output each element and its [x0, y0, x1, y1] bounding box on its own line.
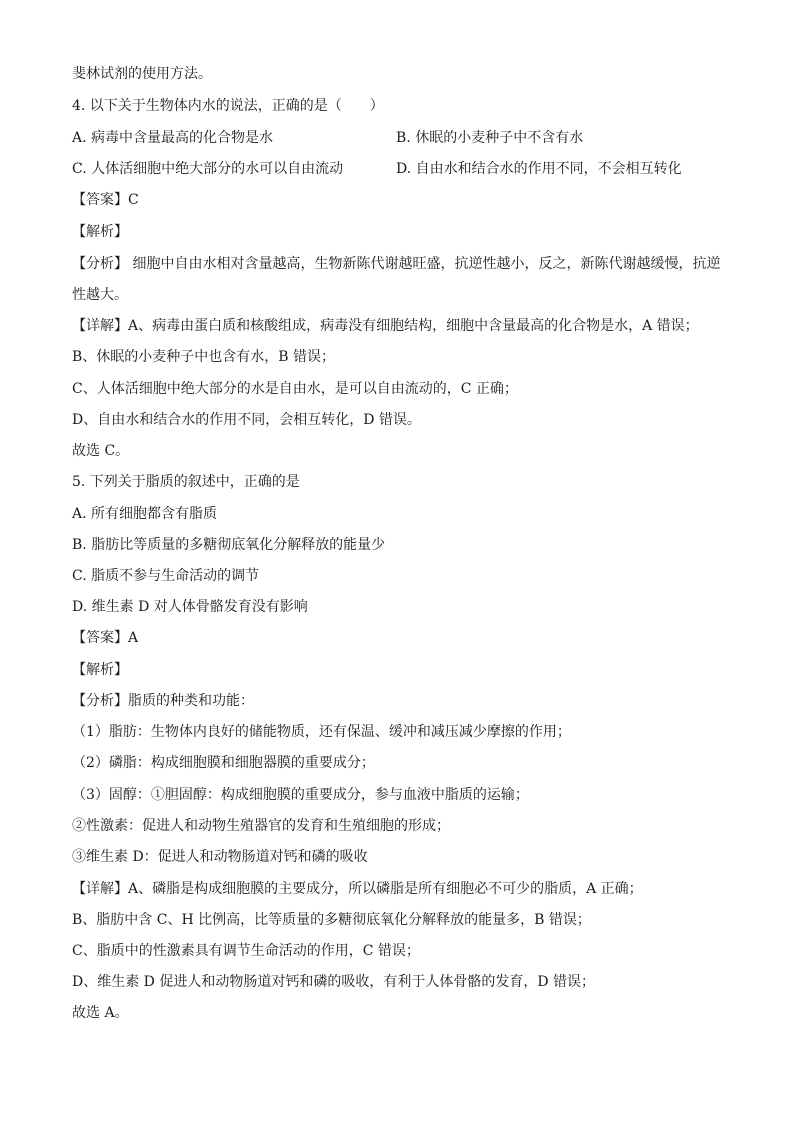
- question-5-detail-b: B、脂肪中含 C、H 比例高，比等质量的多糖彻底氧化分解释放的能量多，B 错误；: [72, 912, 591, 928]
- question-4-detail-b: B、休眠的小麦种子中也含有水，B 错误；: [72, 349, 336, 365]
- question-4-detail-a: 【详解】A、病毒由蛋白质和核酸组成，病毒没有细胞结构，细胞中含量最高的化合物是水，A 错误；: [72, 318, 699, 334]
- question-5-conclusion: 故选 A。: [72, 1005, 129, 1021]
- question-4-detail-c: C、人体活细胞中绝大部分的水是自由水，是可以自由流动的，C 正确；: [72, 381, 518, 397]
- question-5-jiexi-heading: 【解析】: [72, 662, 128, 678]
- question-5-option-a: A. 所有细胞都含有脂质: [72, 506, 218, 522]
- question-5-fenxi-3: （3）固醇：①胆固醇：构成细胞膜的重要成分，参与血液中脂质的运输；: [72, 787, 529, 803]
- question-4-option-c: C. 人体活细胞中绝大部分的水可以自由流动: [72, 161, 344, 177]
- question-4-conclusion: 故选 C。: [72, 443, 130, 459]
- question-5-detail-d: D、维生素 D 促进人和动物肠道对钙和磷的吸收，有利于人体骨骼的发育，D 错误；: [72, 974, 596, 990]
- question-4-jiexi-heading: 【解析】: [72, 224, 128, 240]
- question-4-option-a: A. 病毒中含量最高的化合物是水: [72, 130, 274, 146]
- question-5-fenxi-4: ②性激素：促进人和动物生殖器官的发育和生殖细胞的形成；: [72, 818, 450, 834]
- question-4-detail-d: D、自由水和结合水的作用不同，会相互转化，D 错误。: [72, 412, 421, 428]
- question-5-fenxi-1: （1）脂肪：生物体内良好的储能物质，还有保温、缓冲和减压减少摩擦的作用；: [72, 724, 571, 740]
- question-5-fenxi-2: （2）磷脂：构成细胞膜和细胞器膜的重要成分；: [72, 755, 375, 771]
- question-5-analysis: 【分析】脂质的种类和功能：: [72, 693, 254, 709]
- question-5-option-c: C. 脂质不参与生命活动的调节: [72, 568, 260, 584]
- question-5-answer: 【答案】A: [72, 630, 139, 646]
- question-5-option-d: D. 维生素 D 对人体骨骼发育没有影响: [72, 599, 308, 615]
- question-4-option-b: B. 休眠的小麦种子中不含有水: [396, 130, 584, 146]
- question-5-stem: 5. 下列关于脂质的叙述中，正确的是: [72, 474, 300, 490]
- question-4-analysis: 【分析】 细胞中自由水相对含量越高，生物新陈代谢越旺盛，抗逆性越小，反之，新陈代谢越缓慢，抗逆性越大。: [72, 256, 721, 303]
- question-5-detail-a: 【详解】A、磷脂是构成细胞膜的主要成分，所以磷脂是所有细胞必不可少的脂质，A 正确；: [72, 881, 643, 897]
- question-4-stem: 4. 以下关于生物体内水的说法，正确的是（ ）: [72, 98, 384, 114]
- question-5-option-b: B. 脂肪比等质量的多糖彻底氧化分解释放的能量少: [72, 537, 386, 553]
- question-4-answer: 【答案】C: [72, 192, 139, 208]
- question-5-detail-c: C、脂质中的性激素具有调节生命活动的作用，C 错误；: [72, 943, 420, 959]
- question-4-option-d: D. 自由水和结合水的作用不同，不会相互转化: [396, 161, 682, 177]
- question-5-fenxi-5: ③维生素 D：促进人和动物肠道对钙和磷的吸收: [72, 849, 368, 865]
- text-line: 斐林试剂的使用方法。: [72, 66, 212, 82]
